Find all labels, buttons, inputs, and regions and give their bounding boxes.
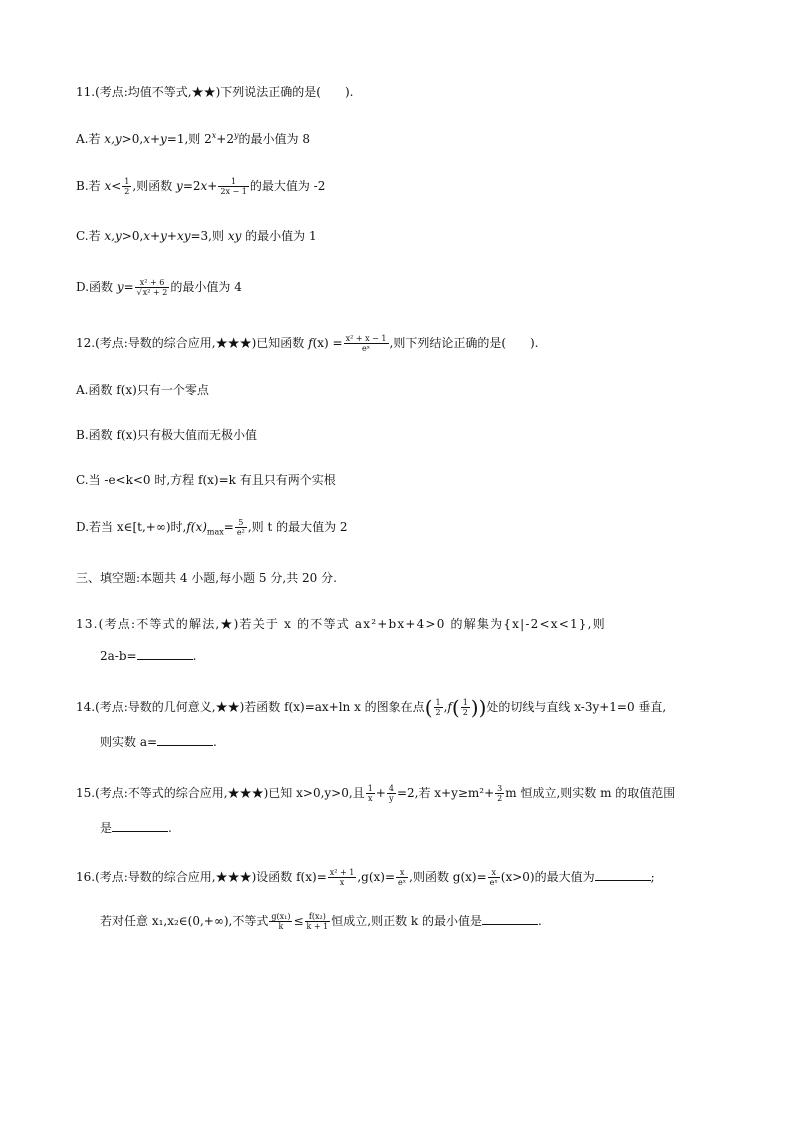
answer-blank[interactable] (112, 820, 168, 832)
q12-option-d: D.若当 x∈[t,+∞)时$,f(x)_{max}=$ $\frac{5}{\text{e²}}$ ,则 t 的最大值为 2 (76, 518, 348, 537)
q12-option-c: C.当 -e<k<0 时,方程 f(x)=k 有且只有两个实根 (76, 473, 336, 487)
q11-option-a: A.若 x,y>0,x+y=1,则 $2^x+2^y$的最小值为 8 (76, 131, 310, 146)
fraction: $\frac{1}{2x - 1}$ (220, 177, 247, 196)
q14-stem: 14.(考点:导数的几何意义,★★)若函数 f(x)=ax+ln x 的图象在点( $\frac{1}{2}$ ,f( $\frac{1}{2}$ ))处的切线与直线 x-3y+1=0 垂直, (76, 695, 667, 720)
answer-blank[interactable] (482, 913, 538, 925)
fraction: $\frac{\text{g(x₁)}}{k}$ (271, 912, 291, 931)
fraction: $\frac{\text{x² + 6}}{\text{√x² + 2}}$ (136, 278, 168, 297)
q15-line2: 是 . (100, 821, 172, 835)
q16-stem: 16.(考点:导数的综合应用,★★★)设函数 f(x)= $\frac{\text{x² + 1}}{x}$ ,g(x)= $\frac{x}{\text{eˣ}}$ ,则函数 g(x)= $\frac{x}{\text{eˣ}}$ (x>0)的最大值为 ; (76, 868, 655, 887)
fraction: $\frac{3}{2}$ (497, 784, 503, 803)
q16-line2: 若对任意 x₁,x₂∈(0,+∞),不等式 $\frac{\text{g(x₁)}}{k}$ ≤ $\frac{\text{f(x₂)}}{k + 1}$ 恒成立,则正数 k 的最小值是 . (100, 912, 542, 931)
q12-stem: 12.(考点:导数的综合应用,★★★)已知函数 f(x) = $\frac{\text{x² + x − 1}}{\text{eˣ}}$ ,则下列结论正确的是( ). (76, 334, 539, 353)
answer-blank[interactable] (157, 734, 213, 746)
fraction: $\frac{1}{x}$ (367, 784, 373, 803)
fraction: $\frac{x}{\text{eˣ}}$ (489, 868, 498, 887)
fraction: $\frac{\text{f(x₂)}}{k + 1}$ (306, 912, 329, 931)
q12-option-b: B.函数 f(x)只有极大值而无极小值 (76, 428, 258, 442)
q12-option-a: A.函数 f(x)只有一个零点 (76, 383, 209, 397)
q11-stem: 11.(考点:均值不等式,★★)下列说法正确的是( ). (76, 85, 354, 99)
fraction: $\frac{1}{2}$ (435, 698, 441, 717)
q11-option-c: C.若 x,y>0,x+y+xy=3,则 xy 的最小值为 1 (76, 229, 317, 243)
q13-stem: 13.(考点:不等式的解法,★)若关于 x 的不等式 ax²+bx+4>0 的解集为{x|-2<x<1},则 (76, 617, 606, 631)
q15-stem: 15.(考点:不等式的综合应用,★★★)已知 x>0,y>0,且 $\frac{1}{x}$ + $\frac{4}{y}$ =2,若 x+y≥m²+ $\frac{3}{2}$ m 恒成立,则实数 m 的取值范围 (76, 784, 676, 803)
fraction: $\frac{5}{\text{e²}}$ (236, 518, 245, 537)
q14-line2: 则实数 a= . (100, 735, 217, 749)
answer-blank[interactable] (137, 648, 193, 660)
q11-option-d: D.函数 y= $\frac{\text{x² + 6}}{\text{√x² + 2}}$ 的最小值为 4 (76, 278, 242, 297)
answer-blank[interactable] (595, 869, 651, 881)
fraction: $\frac{1}{2}$ (124, 177, 130, 196)
fraction: $\frac{\text{x² + x − 1}}{\text{eˣ}}$ (345, 334, 387, 353)
section-heading: 三、填空题:本题共 4 小题,每小题 5 分,共 20 分. (76, 571, 337, 585)
fraction: $\frac{\text{x² + 1}}{x}$ (329, 868, 355, 887)
q11-option-b: B.若 x< $\frac{1}{2}$ ,则函数 y=2x+ $\frac{1}{2x - 1}$ 的最大值为 -2 (76, 177, 326, 196)
fraction: $\frac{x}{\text{eˣ}}$ (398, 868, 407, 887)
fraction: $\frac{1}{2}$ (462, 698, 468, 717)
q13-line2: 2a-b= . (100, 649, 197, 663)
fraction: $\frac{4}{y}$ (388, 784, 394, 803)
